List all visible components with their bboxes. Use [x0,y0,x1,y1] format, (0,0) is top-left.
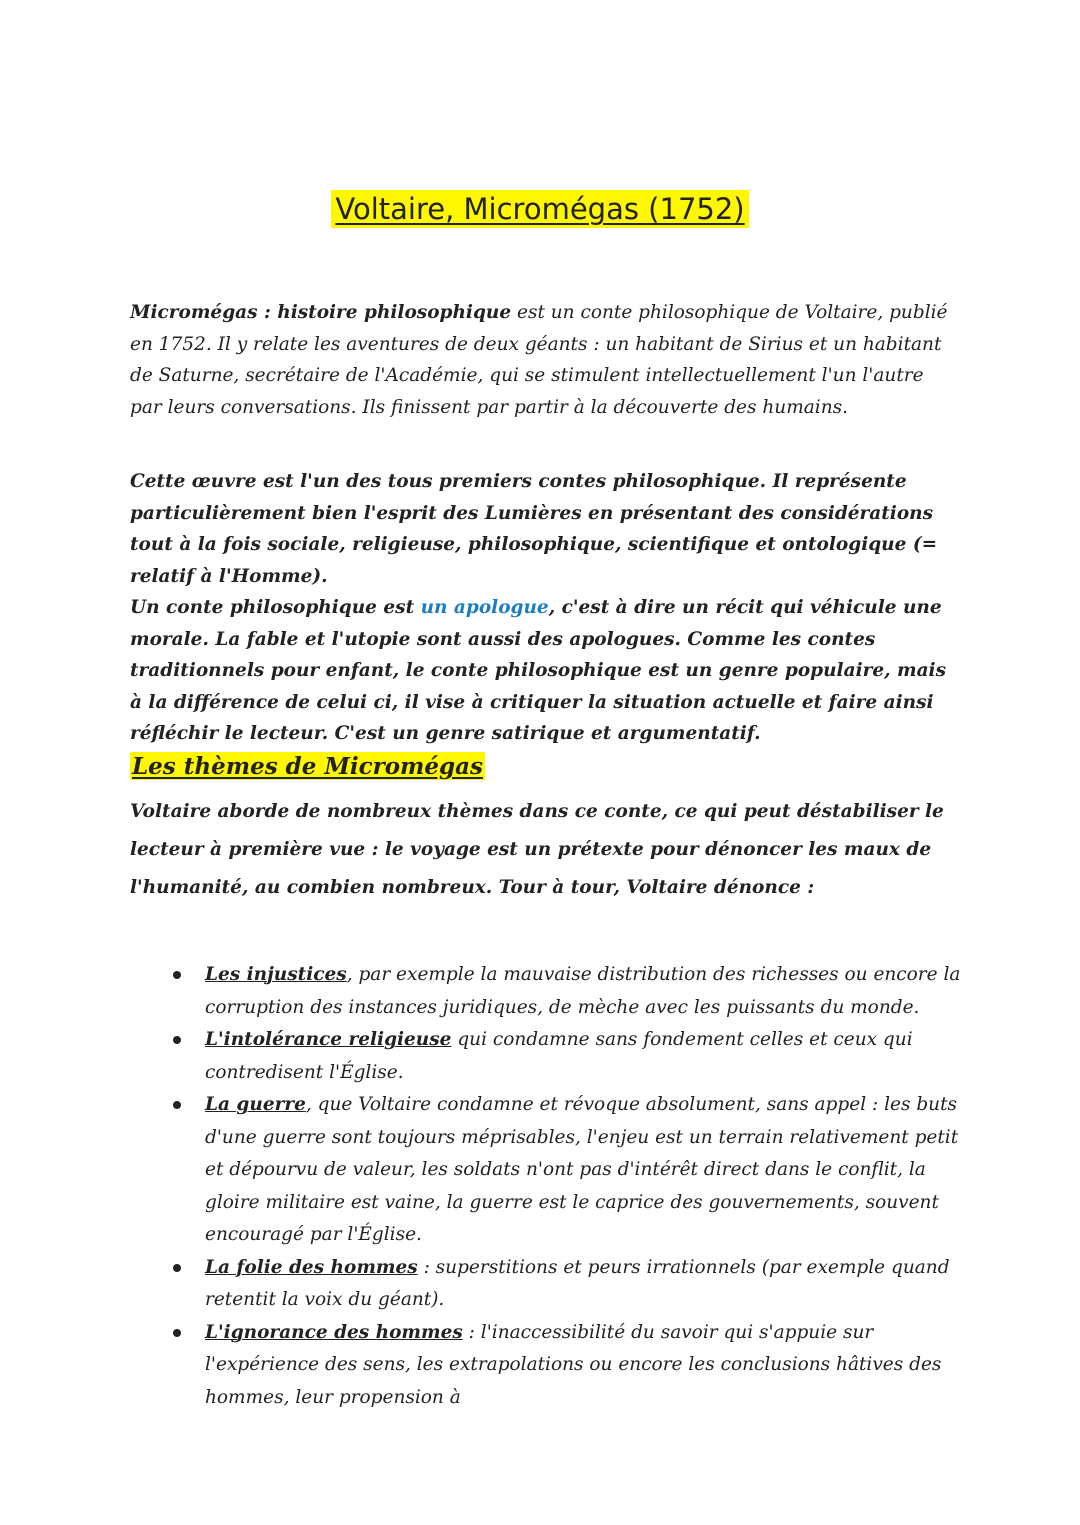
list-item [205,1024,965,1089]
intro-lead: Micromégas : histoire philosophique [130,302,512,323]
bullet-icon [173,1036,181,1044]
bullet-icon [173,971,181,979]
list-item [205,1317,965,1415]
themes-intro-paragraph: Voltaire aborde de nombreux thèmes dans ce conte, ce qui peut déstabiliser le lecteur à première vue : le voyage est un prétexte pour dénoncer les maux de l'humanité, au combien nombreux. Tour à tour, Voltaire dénonce : [130,801,944,898]
intro-text: est un conte philosophique de Voltaire, publié en 1752. Il y relate les aventures de deux géants : un habitant de Sirius et un habitant de Saturne, secrétaire de l'Académie, qui se stimulent intellectuellement l'un l'autre par leurs conversations. Ils finissent par partir à la découverte des humains. [130,302,948,418]
bullet-icon [173,1101,181,1109]
section-heading: Les thèmes de Micromégas [132,753,483,780]
list-item-lead: Les injustices [205,964,347,985]
list-item-lead: L'ignorance des hommes [205,1321,463,1343]
apologue-text-after: , c'est à dire un récit qui véhicule une morale. La fable et l'utopie sont aussi des apologues. Comme les contes traditionnels pour enfant, le conte philosophique est un genre populaire, mais à la différence de celui ci, il vise à critiquer la situation actuelle et faire ainsi réfléchir le lecteur. C'est un genre satirique et argumentatif. [130,597,946,744]
intro-paragraph [130,297,960,423]
title-container [0,190,1080,228]
list-item [205,1252,965,1317]
bullet-icon [173,1264,181,1272]
list-item-lead: La folie des hommes [205,1256,418,1278]
page-title: Voltaire, Micromégas (1752) [331,190,748,228]
list-item-text: : superstitions et peurs irrationnels (par exemple quand retentit la voix du géant). [205,1256,950,1310]
list-item-lead: La guerre [205,1094,306,1115]
list-item [205,959,965,1024]
list-item-text: , que Voltaire condamne et révoque absolument, sans appel : les buts d'une guerre sont toujours méprisables, l'enjeu est un terrain relativement petit et dépourvu de valeur, les soldats n'ont pas d'intérêt direct dans le conflit, la gloire militaire est vaine, la guerre est le caprice des gouvernements, souvent encouragé par l'Église. [205,1094,959,1245]
list-item [205,1089,965,1252]
apologue-link[interactable]: un apologue [420,597,549,618]
list-item-text: : l'inaccessibilité du savoir qui s'appuie sur l'expérience des sens, les extrapolations ou encore les conclusions hâtives des hommes, leur propension à [205,1321,942,1408]
apologue-text-before: Un conte philosophique est [130,597,421,618]
list-item-lead: L'intolérance religieuse [205,1029,452,1050]
list-item-text: , par exemple la mauvaise distribution des richesses ou encore la corruption des instances juridiques, de mèche avec les puissants du monde. [205,964,961,1018]
list-item-text: qui condamne sans fondement celles et ceux qui contredisent l'Église. [205,1029,913,1083]
bullet-icon [173,1329,181,1337]
apologue-paragraph [130,592,960,750]
themes-list [205,959,965,1414]
lumieres-paragraph: Cette œuvre est l'un des tous premiers contes philosophique. Il représente particulièrement bien l'esprit des Lumières en présentant des considérations tout à la fois sociale, religieuse, philosophique, scientifique et ontologique (= relatif à l'Homme). [130,471,938,587]
